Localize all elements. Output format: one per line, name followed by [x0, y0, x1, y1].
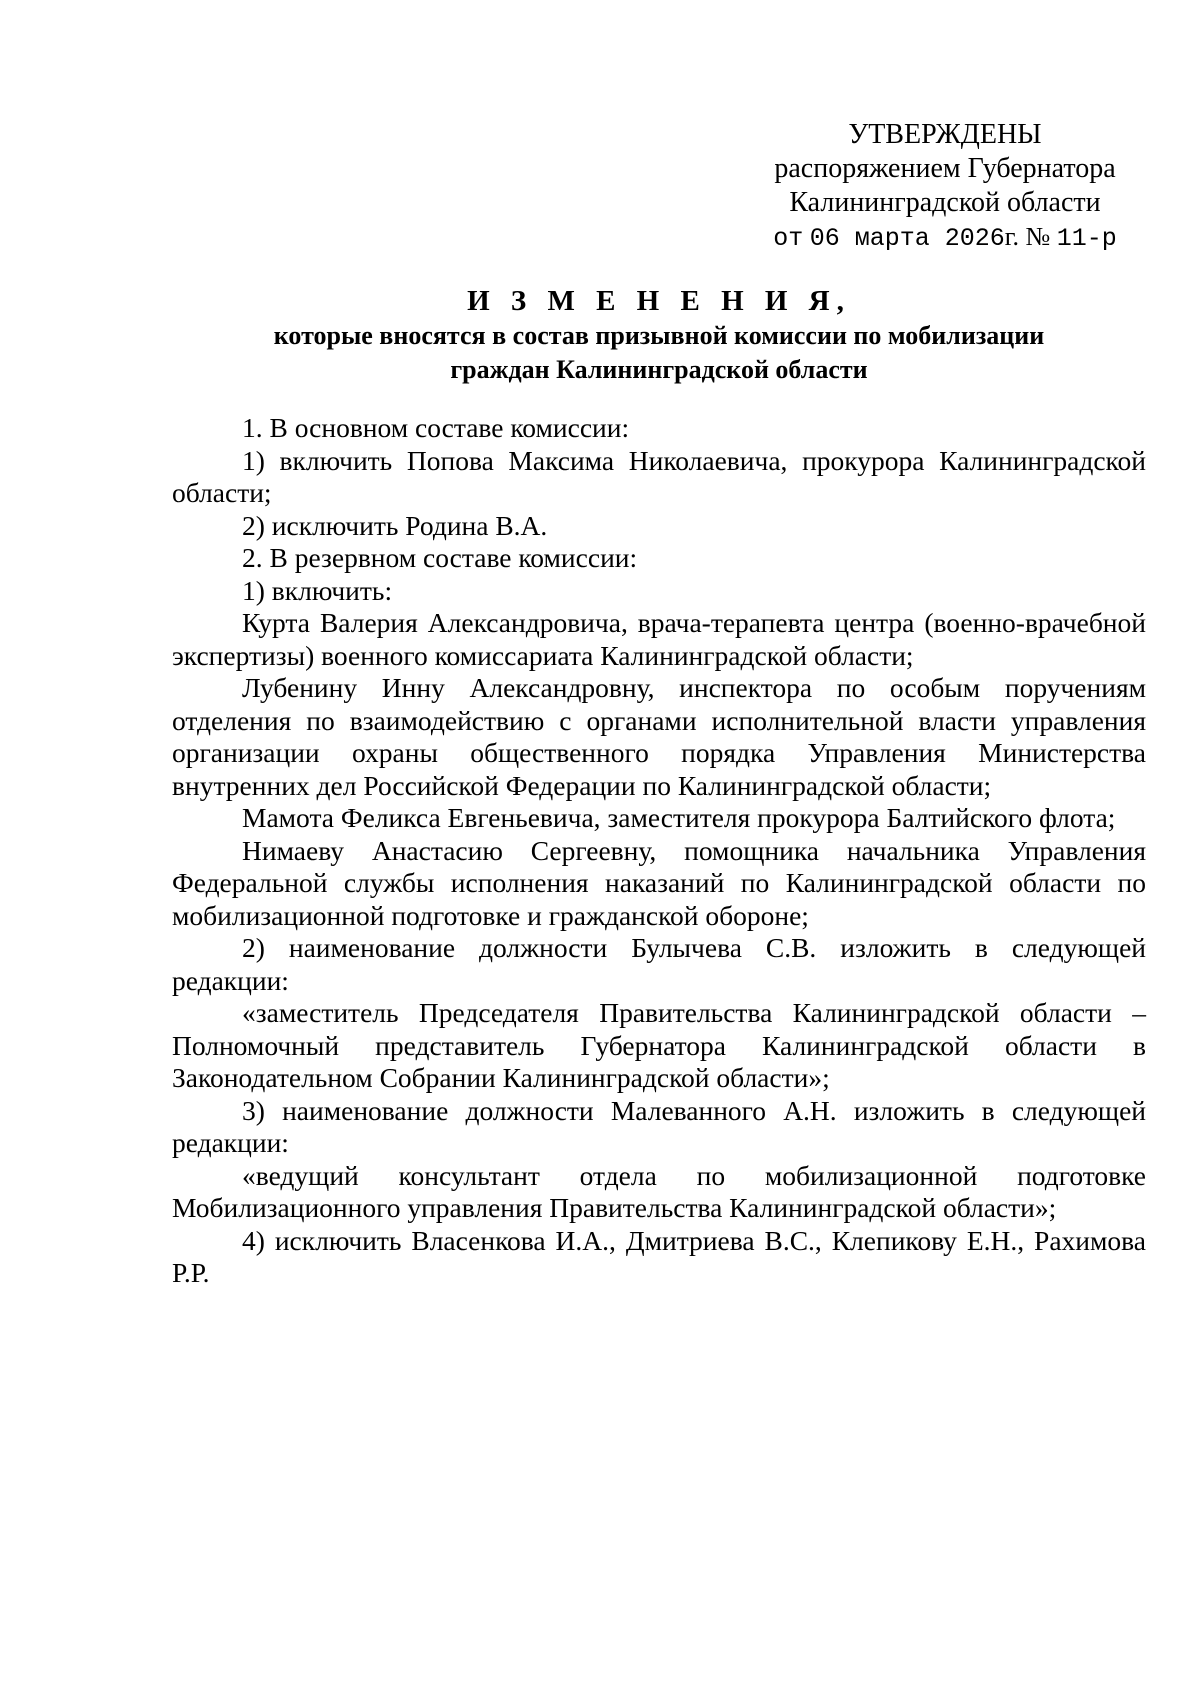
paragraph-exclude-rodin: 2) исключить Родина В.А. — [242, 509, 548, 541]
paragraph-include-popov: 1) включить Попова Максима Николаевича, прокурора Калининградской области; — [172, 444, 1146, 508]
paragraph-bulychev: 2) наименование должности Булычева С.В. изложить в следующей редакции: — [172, 932, 1146, 996]
approval-date-line — [760, 220, 1130, 256]
document-body — [172, 412, 1146, 1290]
title-heading: И З М Е Н Е Н И Я, — [467, 285, 851, 317]
paragraph-malevanny: 3) наименование должности Малеванного А.Н. изложить в следующей редакции: — [172, 1094, 1146, 1158]
title-subheading-line1: которые вносятся в состав призывной комиссии по мобилизации — [273, 321, 1045, 350]
paragraph-mamot: Мамота Феликса Евгеньевича, заместителя прокурора Балтийского флота; — [242, 802, 1116, 833]
paragraph-lubenina: Лубенину Инну Александровну, инспектора по особым поручениям отделения по взаимодействию с органами исполнительной власти управления организации охраны общественного порядка Управления Министерства внутренних дел Российской Федерации по Калининградской области; — [172, 672, 1146, 801]
paragraph-bulychev-title: «заместитель Председателя Правительства Калининградской области – Полномочный представитель Губернатора Калининградской области в Законодательном Собрании Калининградской области»; — [172, 997, 1146, 1093]
order-number: 11-р — [1056, 224, 1117, 253]
paragraph-exclude-list: 4) исключить Власенкова И.А., Дмитриева В.С., Клепикову Е.Н., Рахимова Р.Р. — [172, 1224, 1146, 1288]
paragraph-kurt: Курта Валерия Александровича, врача-терапевта центра (военно-врачебной экспертизы) военного комиссариата Калининградской области; — [172, 607, 1146, 671]
approval-title: УТВЕРЖДЕНЫ — [848, 119, 1042, 150]
document-title — [172, 283, 1146, 387]
paragraph-malevanny-title: «ведущий консультант отдела по мобилизационной подготовке Мобилизационного управления Правительства Калининградской области»; — [172, 1159, 1146, 1223]
paragraph-include-header: 1) включить: — [242, 574, 393, 606]
date-value: 06 марта 2026 — [809, 224, 1005, 253]
year-number-label: г. № — [1004, 222, 1051, 251]
date-prefix: от — [773, 224, 804, 253]
paragraph-reserve-composition: 2. В резервном составе комиссии: — [242, 542, 638, 573]
approval-region: Калининградской области — [789, 187, 1101, 218]
approval-authority: распоряжением Губернатора — [774, 153, 1116, 184]
paragraph-nimaeva: Нимаеву Анастасию Сергеевну, помощника начальника Управления Федеральной службы исполнения наказаний по Калининградской области по мобилизационной подготовке и гражданской обороне; — [172, 834, 1146, 931]
paragraph-main-composition: 1. В основном составе комиссии: — [242, 412, 630, 443]
title-subheading-line2: граждан Калининградской области — [450, 355, 868, 384]
approval-stamp — [760, 118, 1130, 256]
